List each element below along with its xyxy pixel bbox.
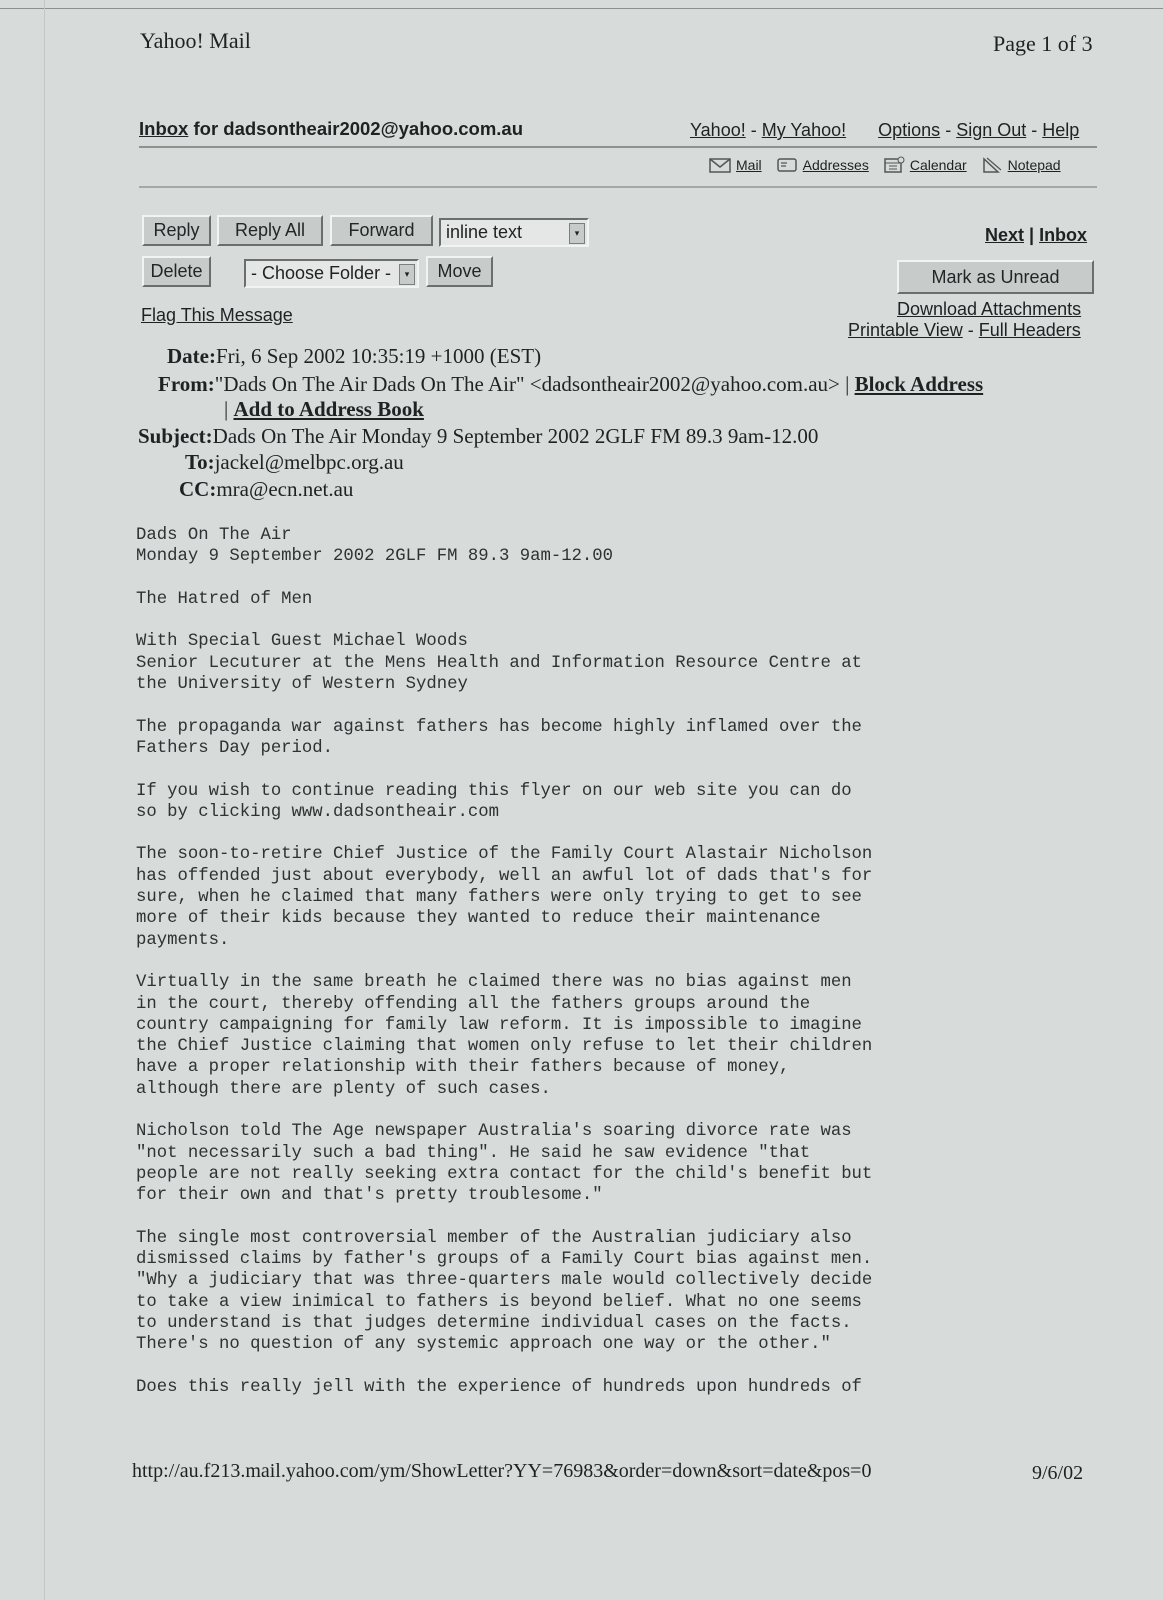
header-divider <box>139 146 1097 148</box>
my-yahoo-link[interactable]: My Yahoo! <box>761 120 847 140</box>
delete-button[interactable]: Delete <box>142 256 211 287</box>
message-navigation <box>985 225 1087 246</box>
print-header-title: Yahoo! Mail <box>140 28 251 53</box>
view-separator: - <box>962 320 979 340</box>
reply-all-button[interactable]: Reply All <box>217 215 323 246</box>
subject-label: Subject: <box>138 424 213 448</box>
print-footer-date: 9/6/02 <box>1032 1462 1084 1484</box>
from-separator: | <box>224 397 234 421</box>
inbox-nav-link[interactable]: Inbox <box>1039 225 1088 245</box>
cc-label: CC: <box>179 477 217 501</box>
addresses-icon <box>776 156 798 174</box>
tab-notepad[interactable] <box>981 156 1061 174</box>
flag-message-link[interactable]: Flag This Message <box>141 305 293 325</box>
cc-value: mra@ecn.net.au <box>216 477 354 501</box>
notepad-icon <box>981 156 1003 174</box>
date-value: Fri, 6 Sep 2002 10:35:19 +1000 (EST) <box>215 344 542 368</box>
link-separator: - <box>1026 120 1043 140</box>
full-headers-link[interactable]: Full Headers <box>978 320 1081 340</box>
folder-value: - Choose Folder - <box>251 263 392 283</box>
inbox-link[interactable]: Inbox <box>139 118 189 139</box>
date-label: Date: <box>167 344 216 368</box>
tab-calendar[interactable] <box>883 156 967 174</box>
to-row <box>185 450 404 475</box>
view-links <box>848 320 1081 341</box>
tab-label: Addresses <box>802 157 869 173</box>
nav-tabs <box>709 156 1061 174</box>
nav-divider <box>139 186 1097 188</box>
mail-icon <box>709 156 731 174</box>
print-footer-url: http://au.f213.mail.yahoo.com/ym/ShowLetter?YY=76983&order=down&sort=date&pos=0 <box>132 1460 872 1482</box>
from-row-continued <box>224 397 424 422</box>
help-link[interactable]: Help <box>1042 120 1080 140</box>
tab-addresses[interactable] <box>776 156 869 174</box>
add-to-address-book-link[interactable]: Add to Address Book <box>233 397 424 421</box>
print-page-number: Page 1 of 3 <box>993 31 1093 56</box>
tab-label: Mail <box>736 157 762 173</box>
move-button[interactable]: Move <box>426 256 493 287</box>
from-row <box>158 372 983 397</box>
nav-separator: | <box>1024 225 1040 245</box>
calendar-icon <box>883 156 905 174</box>
top-links <box>690 120 1079 141</box>
to-value: jackel@melbpc.org.au <box>214 450 404 474</box>
cc-row <box>179 477 353 502</box>
link-separator: - <box>940 120 957 140</box>
forward-mode-select[interactable] <box>439 218 589 247</box>
options-link[interactable]: Options <box>878 120 941 140</box>
mark-as-unread-button[interactable]: Mark as Unread <box>897 260 1094 294</box>
choose-folder-select[interactable] <box>244 259 419 288</box>
message-body: Dads On The Air Monday 9 September 2002 2GLF FM 89.3 9am-12.00 The Hatred of Men With Special Guest Michael Woods Senior Lecuturer at the Mens Health and Information Resource Centre at the University of Western Sydney The propaganda war against fathers has become highly inflamed over the Fathers Day period. If you wish to continue reading this flyer on our web site you can do so by clicking www.dadsontheair.com The soon-to-retire Chief Justice of the Family Court Alastair Nicholson has offended just about everybody, well an awful lot of dads that's for sure, when he claimed that many fathers were only trying to get to see more of their kids because they wanted to reduce their maintenance payments. Virtually in the same breath he claimed there was no bias against men in the court, thereby offending all the fathers groups around the country campaigning for family law reform. It is impossible to imagine the Chief Justice claiming that women only refuse to let their children have a proper relationship with their fathers because of money, although there are plenty of such cases. Nicholson told The Age newspaper Australia's soaring divorce rate was "not necessarily such a bad thing". He said he saw evidence "that people are not really seeking extra contact for the child's benefit but for their own and that's pretty troublesome." The single most controversial member of the Australian judiciary also dismissed claims by father's groups of a Family Court bias against men. "Why a judiciary that was three-quarters male would collectively decide to take a view inimical to fathers is beyond belief. What no one seems to understand is that judges determine individual cases on the facts. There's no question of any systemic approach one way or the other." Does this really jell with the experience of hundreds upon hundreds of <box>136 526 873 1397</box>
date-row <box>167 344 541 369</box>
subject-row <box>138 424 818 449</box>
chevron-down-icon: ▾ <box>399 264 415 285</box>
tab-mail[interactable] <box>709 156 762 174</box>
link-separator: - <box>745 120 762 140</box>
yahoo-link[interactable]: Yahoo! <box>690 120 746 140</box>
sign-out-link[interactable]: Sign Out <box>956 120 1027 140</box>
printable-view-link[interactable]: Printable View <box>848 320 963 340</box>
forward-button[interactable]: Forward <box>330 215 433 246</box>
reply-button[interactable]: Reply <box>142 215 211 246</box>
tab-label: Notepad <box>1007 157 1061 173</box>
forward-mode-value: inline text <box>446 222 523 242</box>
tab-label: Calendar <box>909 157 967 173</box>
block-address-link[interactable]: Block Address <box>854 372 984 396</box>
subject-value: Dads On The Air Monday 9 September 2002 2GLF FM 89.3 9am-12.00 <box>212 424 819 448</box>
next-link[interactable]: Next <box>985 225 1025 245</box>
page-edge-left <box>44 0 45 1600</box>
chevron-down-icon: ▾ <box>569 223 585 244</box>
page-edge <box>0 8 1163 9</box>
download-attachments-link[interactable]: Download Attachments <box>897 299 1082 319</box>
from-label: From: <box>158 372 215 396</box>
from-value: "Dads On The Air Dads On The Air" <dadsontheair2002@yahoo.com.au> | <box>214 372 855 396</box>
inbox-title <box>139 118 523 140</box>
to-label: To: <box>185 450 215 474</box>
inbox-account: for dadsontheair2002@yahoo.com.au <box>188 118 524 139</box>
